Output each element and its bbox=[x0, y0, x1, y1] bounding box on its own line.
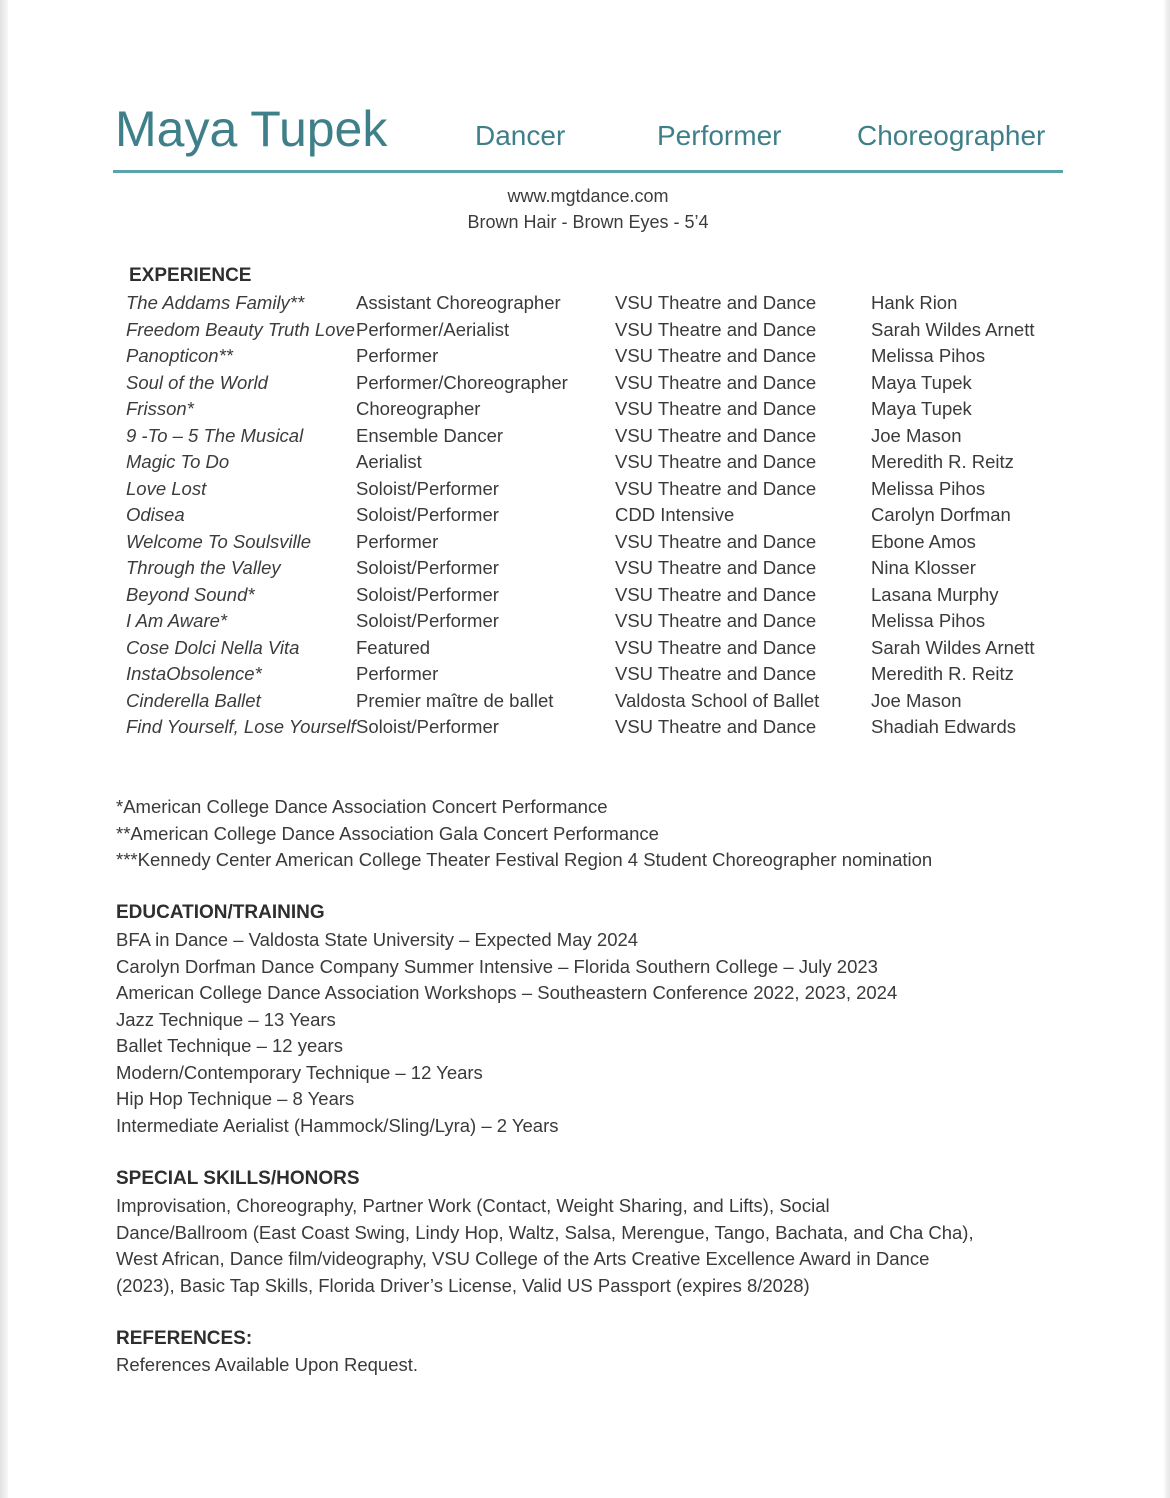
production-title: Panopticon** bbox=[126, 345, 233, 366]
role-choreographer: Choreographer bbox=[857, 120, 1046, 151]
skills-line: Improvisation, Choreography, Partner Work (Contact, Weight Sharing, and Lifts), Social bbox=[116, 1195, 830, 1216]
production-director: Hank Rion bbox=[871, 292, 958, 313]
name-heading: Maya Tupek bbox=[115, 101, 388, 157]
role-dancer: Dancer bbox=[475, 120, 566, 151]
experience-row bbox=[126, 449, 1071, 476]
production-director: Joe Mason bbox=[871, 424, 962, 446]
production-organization: VSU Theatre and Dance bbox=[615, 530, 817, 552]
page-edge-left bbox=[0, 0, 8, 1498]
production-organization: Valdosta School of Ballet bbox=[615, 689, 820, 711]
production-role: Assistant Choreographer bbox=[356, 292, 561, 313]
experience-heading: EXPERIENCE bbox=[129, 265, 252, 286]
experience-row bbox=[126, 714, 1071, 741]
website-link[interactable]: www.mgtdance.com bbox=[507, 186, 669, 206]
experience-row bbox=[126, 476, 1071, 503]
education-item: Modern/Contemporary Technique – 12 Years bbox=[116, 1061, 483, 1083]
production-title: I Am Aware* bbox=[126, 610, 228, 631]
education-list bbox=[116, 927, 897, 1139]
experience-row bbox=[126, 423, 1071, 450]
production-organization: VSU Theatre and Dance bbox=[615, 398, 817, 419]
production-role: Soloist/Performer bbox=[356, 716, 499, 737]
production-role: Featured bbox=[356, 636, 431, 658]
production-organization: VSU Theatre and Dance bbox=[615, 318, 817, 340]
experience-row bbox=[126, 635, 1071, 662]
education-item: Carolyn Dorfman Dance Company Summer Intensive – Florida Southern College – July 2023 bbox=[116, 955, 878, 977]
production-organization: VSU Theatre and Dance bbox=[615, 477, 817, 499]
production-director: Melissa Pihos bbox=[871, 477, 986, 499]
production-title: Magic To Do bbox=[126, 451, 230, 472]
production-organization: VSU Theatre and Dance bbox=[615, 557, 817, 578]
education-item: American College Dance Association Workshops – Southeastern Conference 2022, 2023, 2024 bbox=[116, 982, 898, 1003]
production-title: Freedom Beauty Truth Love bbox=[126, 318, 355, 340]
production-role: Choreographer bbox=[356, 398, 481, 419]
education-item: BFA in Dance – Valdosta State University – Expected May 2024 bbox=[116, 929, 639, 950]
experience-row bbox=[126, 582, 1071, 609]
education-item: Intermediate Aerialist (Hammock/Sling/Lyra) – 2 Years bbox=[116, 1114, 559, 1136]
experience-row bbox=[126, 290, 1071, 317]
experience-row bbox=[126, 370, 1071, 397]
production-organization: VSU Theatre and Dance bbox=[615, 716, 817, 737]
production-title: Beyond Sound* bbox=[126, 583, 255, 605]
education-item: Jazz Technique – 13 Years bbox=[116, 1008, 336, 1030]
footnote: **American College Dance Association Gala Concert Performance bbox=[116, 822, 659, 844]
production-director: Meredith R. Reitz bbox=[871, 663, 1014, 684]
production-title: Odisea bbox=[126, 504, 185, 525]
education-item: Hip Hop Technique – 8 Years bbox=[116, 1088, 355, 1109]
production-organization: VSU Theatre and Dance bbox=[615, 610, 817, 631]
skills-paragraph bbox=[116, 1193, 1066, 1299]
production-role: Soloist/Performer bbox=[356, 504, 499, 525]
page-edge-right bbox=[1164, 0, 1170, 1498]
production-title: InstaObsolence* bbox=[126, 663, 262, 684]
experience-row bbox=[126, 608, 1071, 635]
production-title: Through the Valley bbox=[126, 557, 281, 578]
production-organization: VSU Theatre and Dance bbox=[615, 636, 817, 658]
production-director: Carolyn Dorfman bbox=[871, 504, 1011, 525]
experience-row bbox=[126, 343, 1071, 370]
production-organization: VSU Theatre and Dance bbox=[615, 371, 817, 393]
skills-line: (2023), Basic Tap Skills, Florida Driver’s License, Valid US Passport (expires 8/2028) bbox=[116, 1274, 810, 1296]
production-role: Premier maître de ballet bbox=[356, 689, 554, 711]
production-director: Melissa Pihos bbox=[871, 610, 986, 631]
experience-row bbox=[126, 688, 1071, 715]
production-director: Maya Tupek bbox=[871, 398, 972, 419]
skills-line: Dance/Ballroom (East Coast Swing, Lindy Hop, Waltz, Salsa, Merengue, Tango, Bachata, and Cha Cha), bbox=[116, 1221, 974, 1243]
production-title: Love Lost bbox=[126, 477, 207, 499]
production-role: Performer bbox=[356, 345, 439, 366]
production-director: Nina Klosser bbox=[871, 557, 976, 578]
production-organization: CDD Intensive bbox=[615, 504, 735, 525]
production-role: Soloist/Performer bbox=[356, 610, 499, 631]
production-director: Joe Mason bbox=[871, 689, 962, 711]
production-organization: VSU Theatre and Dance bbox=[615, 292, 817, 313]
experience-row bbox=[126, 555, 1071, 582]
production-director: Ebone Amos bbox=[871, 530, 976, 552]
footnote: *American College Dance Association Concert Performance bbox=[116, 796, 608, 817]
experience-notes bbox=[116, 794, 932, 874]
production-director: Sarah Wildes Arnett bbox=[871, 318, 1035, 340]
experience-row bbox=[126, 396, 1071, 423]
production-title: Soul of the World bbox=[126, 371, 268, 393]
production-director: Lasana Murphy bbox=[871, 583, 999, 605]
production-director: Maya Tupek bbox=[871, 371, 972, 393]
references-text: References Available Upon Request. bbox=[116, 1354, 419, 1375]
production-role: Soloist/Performer bbox=[356, 557, 499, 578]
experience-row bbox=[126, 317, 1071, 344]
production-role: Performer bbox=[356, 663, 439, 684]
production-role: Aerialist bbox=[356, 451, 422, 472]
production-role: Soloist/Performer bbox=[356, 477, 499, 499]
production-title: Cose Dolci Nella Vita bbox=[126, 636, 300, 658]
production-title: The Addams Family** bbox=[126, 292, 305, 313]
production-role: Performer bbox=[356, 530, 439, 552]
physical-details: Brown Hair - Brown Eyes - 5’4 bbox=[467, 212, 709, 232]
production-director: Melissa Pihos bbox=[871, 345, 986, 366]
production-title: Welcome To Soulsville bbox=[126, 530, 312, 552]
production-organization: VSU Theatre and Dance bbox=[615, 583, 817, 605]
production-role: Soloist/Performer bbox=[356, 583, 499, 605]
skills-line: West African, Dance film/videography, VSU College of the Arts Creative Excellence Award in Dance bbox=[116, 1248, 930, 1269]
production-organization: VSU Theatre and Dance bbox=[615, 451, 817, 472]
production-director: Meredith R. Reitz bbox=[871, 451, 1014, 472]
role-performer: Performer bbox=[657, 120, 782, 151]
references-heading: REFERENCES: bbox=[116, 1328, 253, 1349]
resume-header bbox=[113, 96, 1063, 173]
production-organization: VSU Theatre and Dance bbox=[615, 345, 817, 366]
production-title: 9 -To – 5 The Musical bbox=[126, 424, 304, 446]
experience-table bbox=[126, 290, 1071, 741]
experience-row bbox=[126, 502, 1071, 529]
education-item: Ballet Technique – 12 years bbox=[116, 1035, 343, 1056]
production-role: Performer/Aerialist bbox=[356, 318, 510, 340]
production-director: Shadiah Edwards bbox=[871, 716, 1017, 737]
production-organization: VSU Theatre and Dance bbox=[615, 424, 817, 446]
experience-row bbox=[126, 529, 1071, 556]
production-title: Find Yourself, Lose Yourself bbox=[126, 716, 356, 737]
skills-heading: SPECIAL SKILLS/HONORS bbox=[116, 1168, 360, 1189]
production-role: Ensemble Dancer bbox=[356, 424, 504, 446]
production-organization: VSU Theatre and Dance bbox=[615, 663, 817, 684]
production-title: Cinderella Ballet bbox=[126, 689, 261, 711]
production-director: Sarah Wildes Arnett bbox=[871, 636, 1035, 658]
contact-block bbox=[113, 183, 1063, 235]
production-role: Performer/Choreographer bbox=[356, 371, 568, 393]
footnote: ***Kennedy Center American College Theater Festival Region 4 Student Choreographer nomination bbox=[116, 849, 933, 870]
education-heading: EDUCATION/TRAINING bbox=[116, 902, 325, 923]
production-title: Frisson* bbox=[126, 398, 194, 419]
experience-row bbox=[126, 661, 1071, 688]
